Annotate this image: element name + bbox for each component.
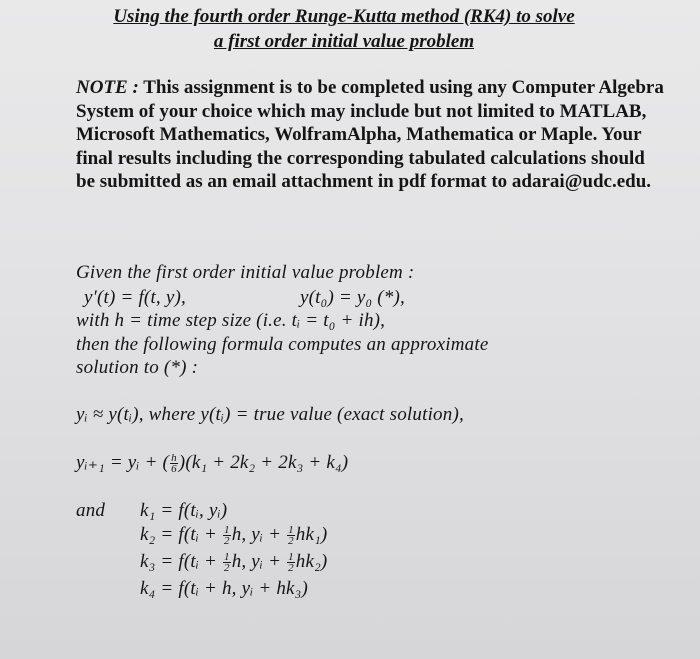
half-fraction: $\frac{1}{2}$	[288, 524, 294, 548]
update-rhs: )(k₁ + 2k₂ + 2k₃ + k₄)	[178, 452, 349, 473]
initial-condition: y(t₀) = y₀ (*),	[300, 287, 405, 308]
note-body: This assignment is to be completed using any Computer Algebra System of your choice which may include but not limited to MATLAB, Microsoft Mathematics, WolframAlpha, Mathematica or Maple. Your final results including the corresponding tabulated calculations should be submitted as an email attachment in pdf format to adarai@udc.edu.	[76, 77, 664, 192]
given-line: Given the first order initial value problem :	[76, 262, 415, 283]
k2-formula: k₂ = f(tᵢ + $\frac{1}{2}$ h, yᵢ + $\frac{1}{2}$ hk₁)	[140, 524, 328, 548]
note-paragraph	[76, 76, 666, 194]
and-label: and	[76, 500, 106, 521]
k4-formula: k₄ = f(tᵢ + h, yᵢ + hk₃)	[140, 578, 308, 599]
ode-equation: y′(t) = f(t, y),	[84, 287, 186, 308]
then-line: then the following formula computes an approximate	[76, 334, 489, 355]
half-fraction: $\frac{1}{2}$	[223, 524, 230, 548]
solution-line: solution to (*) :	[76, 357, 199, 378]
update-formula	[76, 451, 348, 474]
note-label: NOTE :	[76, 77, 139, 98]
title-line-1: Using the fourth order Runge-Kutta method (RK4) to solve	[113, 6, 575, 27]
h-over-6-fraction: $\frac{h}{6}$	[171, 452, 177, 476]
approximation-line: yᵢ ≈ y(tᵢ), where y(tᵢ) = true value (exact solution),	[76, 404, 464, 425]
ode-line	[84, 287, 186, 309]
step-size-line: with h = time step size (i.e. tᵢ = t₀ + ih),	[76, 310, 386, 331]
k3-formula: k₃ = f(tᵢ + $\frac{1}{2}$ h, yᵢ + $\frac{1}{2}$ hk₂)	[140, 551, 328, 575]
k1-formula: k₁ = f(tᵢ, yᵢ)	[140, 500, 228, 521]
title-line-2: a first order initial value problem	[213, 31, 475, 52]
update-lhs: yᵢ₊₁ = yᵢ + (	[76, 452, 170, 473]
half-fraction: $\frac{1}{2}$	[288, 551, 294, 575]
half-fraction: $\frac{1}{2}$	[223, 551, 230, 575]
